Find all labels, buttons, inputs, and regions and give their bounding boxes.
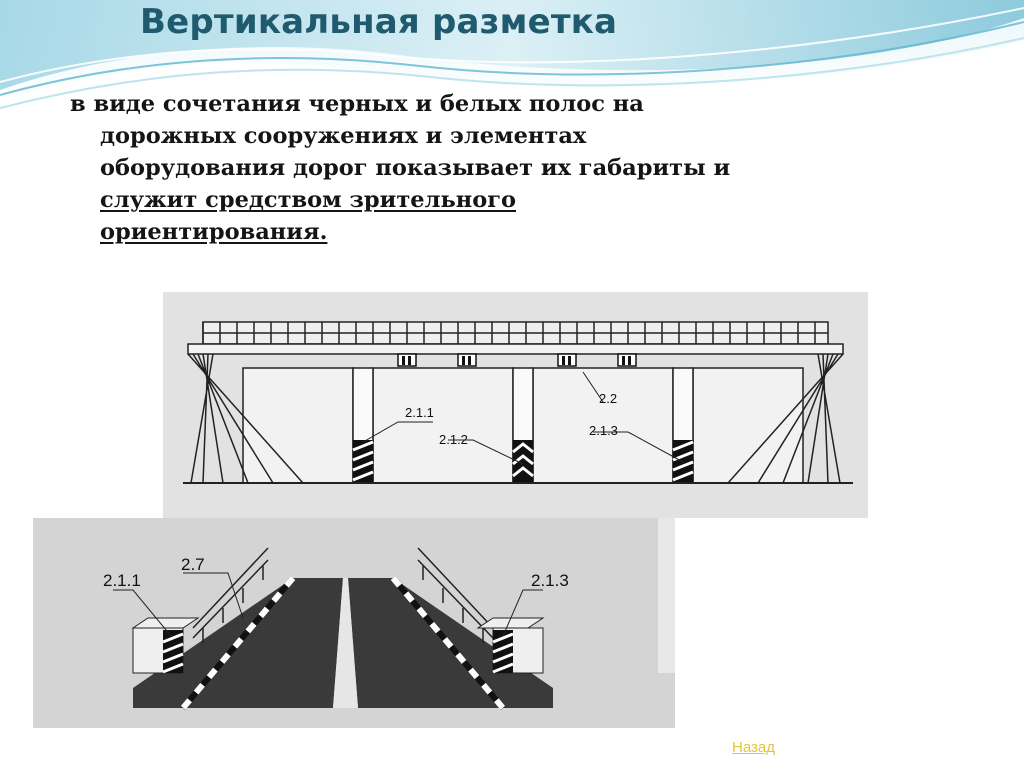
- text-line-2: дорожных сооружениях и элементах: [100, 123, 587, 149]
- bridge-label-3: 2.2: [599, 391, 618, 406]
- road-label-3: 2.1.3: [531, 571, 569, 590]
- text-line-4: служит средством зрительного: [100, 187, 516, 213]
- bridge-label-2: 2.1.2: [439, 432, 468, 447]
- bridge-diagram-image: [163, 292, 868, 518]
- text-line-1: в виде сочетания черных и белых полос на: [70, 91, 644, 117]
- text-line-5: ориентирования.: [100, 219, 328, 245]
- page-title: Вертикальная разметка: [140, 2, 618, 42]
- bridge-railing: [203, 322, 828, 344]
- bridge-deck: [188, 344, 843, 354]
- bridge-label-1: 2.1.1: [405, 405, 434, 420]
- text-line-3: оборудования дорог показывает их габариты и: [100, 155, 731, 181]
- road-label-1: 2.1.1: [103, 571, 141, 590]
- bridge-label-4: 2.1.3: [589, 423, 618, 438]
- road-label-2: 2.7: [181, 555, 205, 574]
- body-text: [70, 88, 950, 248]
- road-diagram-image: [33, 518, 675, 728]
- back-link[interactable]: Назад: [732, 739, 775, 756]
